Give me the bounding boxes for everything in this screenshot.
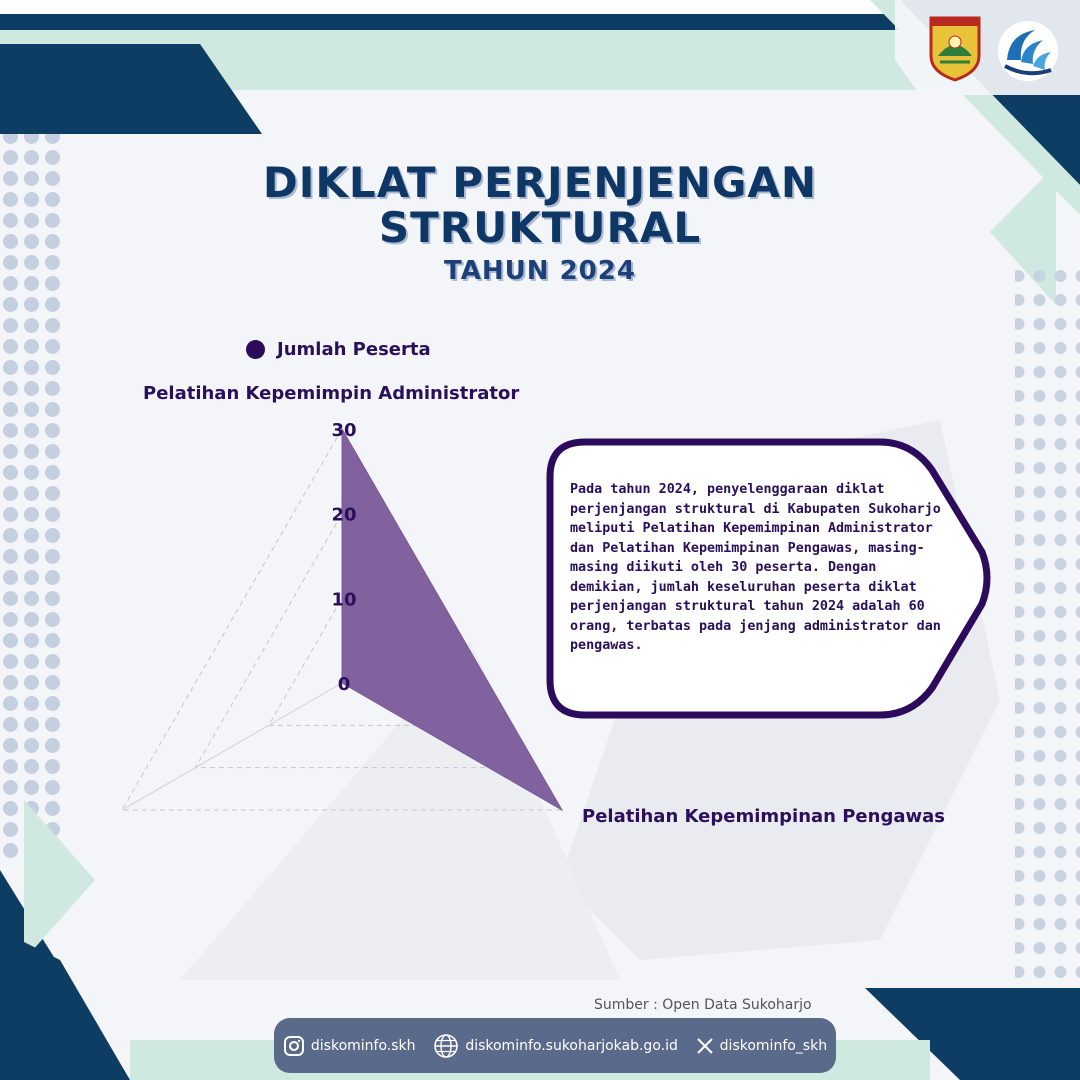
instagram-icon [283,1035,305,1057]
tick-label: 0 [337,674,351,695]
page-subtitle-year: TAHUN 2024 [444,256,636,286]
page-title: DIKLAT PERJENJENGAN [262,158,818,207]
tick-label: 30 [331,420,357,441]
description-text: Pada tahun 2024, penyelenggaraan diklat perjenjangan struktural di Kabupaten Sukoharjo meliputi Pelatihan Kepemimpinan Administrator dan Pelatihan Kepemimpinan Pengawas, masing-masing diikuti oleh 30 peserta. Dengan demikian, jumlah keseluruhan peserta diklat perjenjangan struktural tahun 2024 adalah 60 orang, terbatas pada jenjang administrator dan pengawas. [570,482,941,653]
page-title-line2: STRUKTURAL [378,203,702,252]
globe-icon [433,1033,459,1059]
x-handle: diskominfo_skh [719,1037,828,1054]
tick-label: 10 [331,589,357,611]
tick-label: 20 [331,504,357,526]
instagram-handle: diskominfo.skh [310,1037,416,1054]
footer-bar [274,1018,836,1073]
legend-label: Jumlah Peserta [277,339,431,360]
website-url: diskominfo.sukoharjokab.go.id [465,1037,678,1054]
axis-label-pengawas: Pelatihan Kepemimpinan Pengawas [582,806,945,827]
x-logo-icon [696,1037,714,1055]
axis-label-administrator: Pelatihan Kepemimpin Administrator [143,383,520,404]
footer-x[interactable] [696,1037,827,1055]
footer-instagram[interactable] [283,1035,416,1057]
source-note: Sumber : Open Data Sukoharjo [594,997,812,1013]
footer-website[interactable] [433,1033,678,1059]
